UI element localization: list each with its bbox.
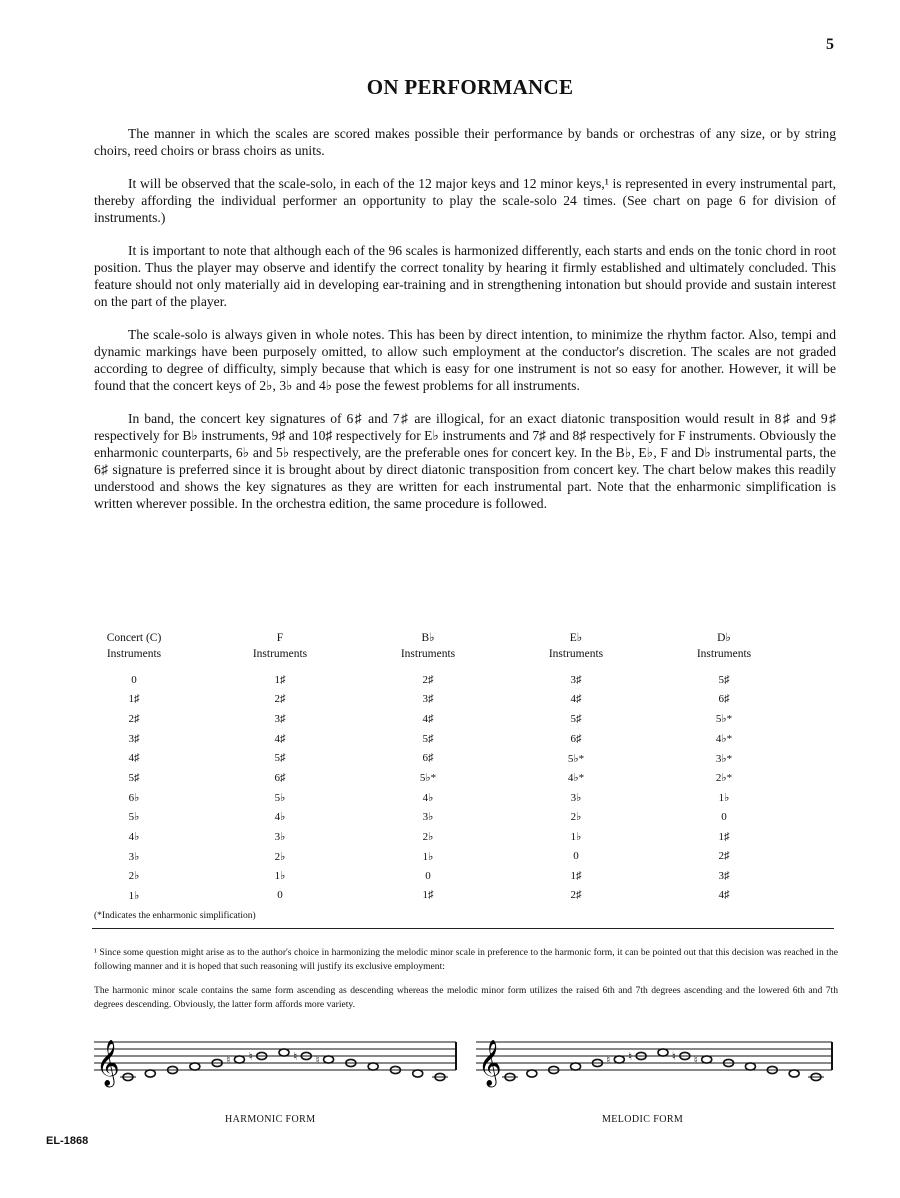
accidental-icon: ♮ <box>226 1053 231 1067</box>
table-cell: 3♭ <box>128 850 140 863</box>
whole-note <box>527 1070 537 1077</box>
column-header-key: D♭ <box>717 632 731 644</box>
melodic-form-caption: MELODIC FORM <box>602 1114 684 1125</box>
table-cell: 4♭* <box>715 733 733 746</box>
column-header-label: Instruments <box>106 648 162 660</box>
table-cell: 3♯ <box>274 712 286 725</box>
treble-clef-icon: 𝄞 <box>478 1040 502 1086</box>
column-header-label: Instruments <box>696 648 752 660</box>
column-header-key: B♭ <box>421 632 435 644</box>
melodic-staff <box>476 1040 832 1088</box>
table-cell: 1♯ <box>718 830 730 843</box>
table-cell: 6♭ <box>128 791 140 804</box>
chart-column-header <box>244 630 392 670</box>
table-cell: 5♯ <box>128 771 140 784</box>
footnote <box>94 946 838 1022</box>
paragraph: The manner in which the scales are scored makes possible their performance by bands or orchestras of any size, or by string choirs, reed choirs or brass choirs as units. <box>94 126 836 158</box>
table-row <box>96 846 836 866</box>
table-row <box>96 690 836 710</box>
whole-note <box>324 1056 334 1063</box>
table-cell: 5♭* <box>567 752 585 765</box>
table-cell: 3♯ <box>128 732 140 745</box>
table-cell: 0 <box>425 869 431 882</box>
table-cell: 2♭ <box>570 811 582 824</box>
table-cell: 5♯ <box>718 673 730 686</box>
table-cell: 1♯ <box>274 673 286 686</box>
table-cell: 4♭ <box>274 811 286 824</box>
table-cell: 3♯ <box>718 869 730 882</box>
table-cell: 2♭ <box>422 831 434 844</box>
column-header-key: F <box>276 632 284 644</box>
enharmonic-note: (*Indicates the enharmonic simplification) <box>94 911 256 921</box>
table-cell: 2♯ <box>274 693 286 706</box>
table-cell: 0 <box>277 889 283 902</box>
accidental-icon: ♮ <box>671 1050 676 1063</box>
table-cell: 5♭ <box>128 811 140 824</box>
table-cell: 1♭ <box>422 850 434 863</box>
whole-note <box>745 1063 755 1070</box>
whole-note <box>658 1049 668 1056</box>
accidental-icon: ♮ <box>293 1050 298 1063</box>
table-row <box>96 729 836 749</box>
table-row <box>96 807 836 827</box>
accidental-icon: ♮ <box>606 1053 611 1067</box>
key-signature-chart <box>96 630 836 905</box>
table-row <box>96 709 836 729</box>
chart-column-header <box>688 630 836 670</box>
harmonic-staff <box>94 1040 456 1088</box>
table-row <box>96 827 836 847</box>
column-header-label: Instruments <box>400 648 456 660</box>
table-cell: 2♯ <box>422 673 434 686</box>
page-number: 5 <box>826 36 834 53</box>
paragraph: It is important to note that although each of the 96 scales is harmonized differently, each starts and ends on the tonic chord in root position. Thus the player may observe and identify the correct tonality by hearing it firmly established and ultimately concluded. This feature should not only materially aid in developing ear-training and in strengthening intonation but should provide and sustain interest on the part of the player. <box>94 243 836 309</box>
table-cell: 3♯ <box>570 673 582 686</box>
harmonic-form-caption: HARMONIC FORM <box>225 1114 316 1125</box>
table-cell: 0 <box>573 850 579 863</box>
body-text <box>94 125 836 528</box>
table-cell: 1♭ <box>274 870 286 883</box>
footnote-paragraph: ¹ Since some question might arise as to the author's choice in harmonizing the melodic minor scale in preference to the harmonic form, it can be pointed out that this decision was reached in the following manner and it is hoped that such reasoning will justify its exclusive employment: <box>94 947 838 972</box>
table-cell: 1♯ <box>128 693 140 706</box>
catalog-code: EL-1868 <box>46 1135 89 1147</box>
table-cell: 4♭ <box>422 791 434 804</box>
table-row <box>96 866 836 886</box>
whole-note <box>614 1056 624 1063</box>
table-cell: 2♯ <box>128 712 140 725</box>
table-cell: 6♯ <box>570 732 582 745</box>
table-row <box>96 768 836 788</box>
accidental-icon: ♮ <box>693 1053 698 1067</box>
table-cell: 0 <box>131 673 137 686</box>
accidental-icon: ♮ <box>315 1053 320 1067</box>
whole-note <box>702 1056 712 1063</box>
whole-note <box>279 1049 289 1056</box>
table-cell: 2♭ <box>274 850 286 863</box>
chart-column-header <box>540 630 688 670</box>
whole-note <box>190 1063 200 1070</box>
table-cell: 1♭ <box>570 831 582 844</box>
table-cell: 4♯ <box>570 693 582 706</box>
accidental-icon: ♮ <box>248 1050 253 1063</box>
table-cell: 4♭ <box>128 831 140 844</box>
divider <box>92 928 834 929</box>
whole-note <box>234 1056 244 1063</box>
table-cell: 2♭ <box>128 870 140 883</box>
chart-column-header <box>392 630 540 670</box>
table-cell: 4♯ <box>274 732 286 745</box>
table-cell: 1♯ <box>422 889 434 902</box>
table-cell: 2♭* <box>715 772 733 785</box>
treble-clef-icon: 𝄞 <box>96 1040 120 1086</box>
column-header-label: Instruments <box>252 648 308 660</box>
table-cell: 4♯ <box>718 889 730 902</box>
table-cell: 1♭ <box>718 791 730 804</box>
table-cell: 0 <box>721 810 727 823</box>
column-header-key: Concert (C) <box>106 632 162 644</box>
table-cell: 4♯ <box>422 712 434 725</box>
page-title: ON PERFORMANCE <box>366 75 574 99</box>
table-cell: 3♭ <box>274 831 286 844</box>
column-header-label: Instruments <box>548 648 604 660</box>
column-header-key: E♭ <box>569 632 583 644</box>
table-cell: 6♯ <box>718 693 730 706</box>
table-cell: 6♯ <box>422 752 434 765</box>
table-cell: 5♯ <box>422 732 434 745</box>
table-cell: 1♯ <box>570 869 582 882</box>
table-cell: 5♭* <box>419 772 437 785</box>
whole-note <box>145 1070 155 1077</box>
table-row <box>96 886 836 906</box>
table-cell: 4♭* <box>567 772 585 785</box>
whole-note <box>789 1070 799 1077</box>
table-cell: 3♯ <box>422 693 434 706</box>
table-cell: 1♭ <box>128 889 140 902</box>
accidental-icon: ♮ <box>628 1050 633 1063</box>
music-examples <box>94 1020 840 1110</box>
table-cell: 3♭ <box>570 791 582 804</box>
chart-table <box>96 630 836 905</box>
table-cell: 5♭* <box>715 713 733 726</box>
table-cell: 4♯ <box>128 752 140 765</box>
table-cell: 3♭ <box>422 811 434 824</box>
table-cell: 5♯ <box>274 752 286 765</box>
table-cell: 5♭ <box>274 791 286 804</box>
paragraph: In band, the concert key signatures of 6♯ and 7♯ are illogical, for an exact diatonic transposition would result in 8♯ and 9♯ respectively for B♭ instruments, 9♯ and 10♯ respectively for E♭ instruments and 7♯ and 8♯ respectively for F instruments. Obviously the enharmonic counterparts, 6♭ and 5♭ respectively, are the preferable ones for concert key. In the B♭, E♭, F and D♭ instrumental parts, the 6♯ signature is preferred since it is brought about by direct diatonic transposition from concert key. The chart below makes this readily understood and shows the key signatures as they are written for each instrumental part. Note that the enharmonic simplification is written wherever possible. In the orchestra edition, the same procedure is followed. <box>94 411 836 511</box>
whole-note <box>368 1063 378 1070</box>
chart-column-header <box>96 630 244 670</box>
footnote-paragraph: The harmonic minor scale contains the same form ascending as descending whereas the melodic minor form utilizes the raised 6th and 7th degrees ascending and the lowered 6th and 7th degrees descending. Obviously, the latter form affords more variety. <box>94 985 838 1010</box>
table-cell: 3♭* <box>715 752 733 765</box>
table-row <box>96 748 836 768</box>
whole-note <box>571 1063 581 1070</box>
table-row <box>96 788 836 808</box>
paragraph: It will be observed that the scale-solo, in each of the 12 major keys and 12 minor keys,¹ is represented in every instrumental part, thereby affording the individual performer an opportunity to play the scale-solo 24 times. (See chart on page 6 for division of instruments.) <box>94 176 836 225</box>
table-row <box>96 670 836 690</box>
paragraph: The scale-solo is always given in whole notes. This has been by direct intention, to minimize the rhythm factor. Also, tempi and dynamic markings have been purposely omitted, to allow such employment at the conductor's discretion. The scales are not graded according to degree of difficulty, simply because that which is easy for one instrument is not so easy for another. However, it will be found that the concert keys of 2♭, 3♭ and 4♭ pose the fewest problems for all instruments. <box>94 327 836 393</box>
whole-note <box>413 1070 423 1077</box>
table-cell: 2♯ <box>718 850 730 863</box>
table-cell: 2♯ <box>570 889 582 902</box>
table-cell: 5♯ <box>570 712 582 725</box>
table-cell: 6♯ <box>274 771 286 784</box>
